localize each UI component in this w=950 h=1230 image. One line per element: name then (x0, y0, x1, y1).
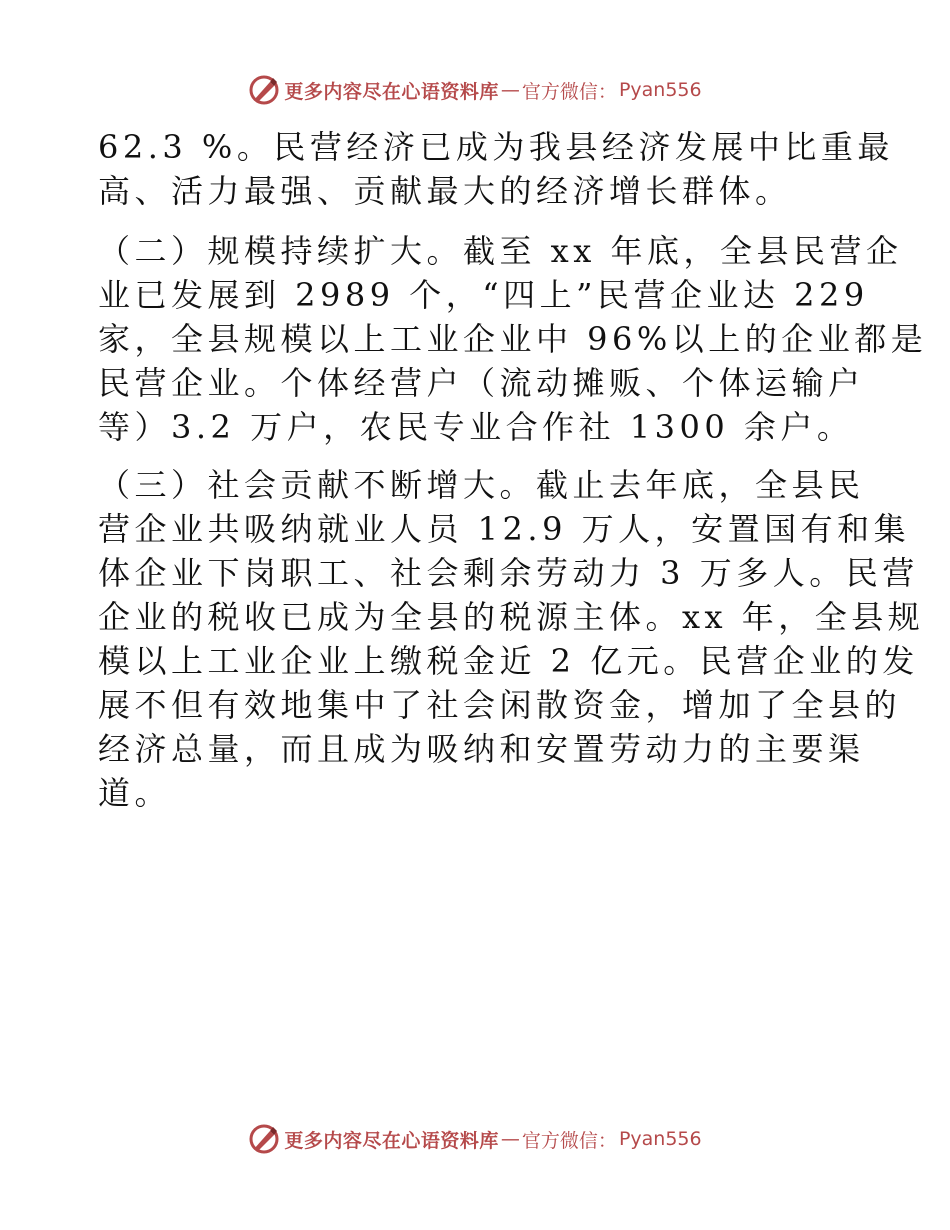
paragraph-spacer (98, 449, 873, 463)
paragraph-3 (98, 463, 925, 815)
text-line: 等）3.2 万户，农民专业合作社 1300 余户。 (98, 408, 854, 446)
text-line: 高、活力最强、贡献最大的经济增长群体。 (98, 172, 792, 210)
watermark-separator: — (500, 1128, 520, 1150)
footer-watermark (0, 1119, 950, 1159)
watermark-site-text: 更多内容尽在心语资料库 (284, 80, 499, 103)
text-line: 民营企业。个体经营户（流动摊贩、个体运输户 (98, 364, 865, 402)
watermark-site-text: 更多内容尽在心语资料库 (284, 1129, 499, 1152)
watermark-label: 官方微信： (521, 80, 617, 103)
paragraph-2 (98, 229, 928, 449)
text-line: 家，全县规模以上工业企业中 96%以上的企业都是 (98, 320, 928, 358)
watermark-separator: — (500, 79, 520, 101)
pen-circle-logo-icon (248, 1123, 280, 1155)
text-line: 模以上工业企业上缴税金近 2 亿元。民营企业的发 (98, 642, 919, 680)
watermark-wechat-id: Pyan556 (618, 1128, 702, 1150)
document-body (98, 125, 928, 815)
text-line: 营企业共吸纳就业人员 12.9 万人，安置国有和集 (98, 510, 911, 548)
text-line: 展不但有效地集中了社会闲散资金，增加了全县的 (98, 686, 902, 724)
text-line: （三）社会贡献不断增大。截止去年底，全县民 (98, 466, 865, 504)
paragraph-1 (98, 125, 894, 213)
pen-circle-logo-icon (248, 74, 280, 106)
text-line: （二）规模持续扩大。截至 xx 年底，全县民营企 (98, 232, 903, 270)
header-watermark (0, 70, 950, 110)
text-line: 经济总量，而且成为吸纳和安置劳动力的主要渠 (98, 730, 865, 768)
text-line: 业已发展到 2989 个，“四上”民营企业达 229 (98, 276, 869, 314)
text-line: 62.3 %。民营经济已成为我县经济发展中比重最 (98, 128, 894, 166)
text-line: 企业的税收已成为全县的税源主体。xx 年，全县规 (98, 598, 925, 636)
watermark-wechat-id: Pyan556 (618, 79, 702, 101)
paragraph-spacer (98, 213, 873, 229)
watermark-label: 官方微信： (521, 1129, 617, 1152)
text-line: 体企业下岗职工、社会剩余劳动力 3 万多人。民营 (98, 554, 919, 592)
text-line: 道。 (98, 774, 172, 812)
